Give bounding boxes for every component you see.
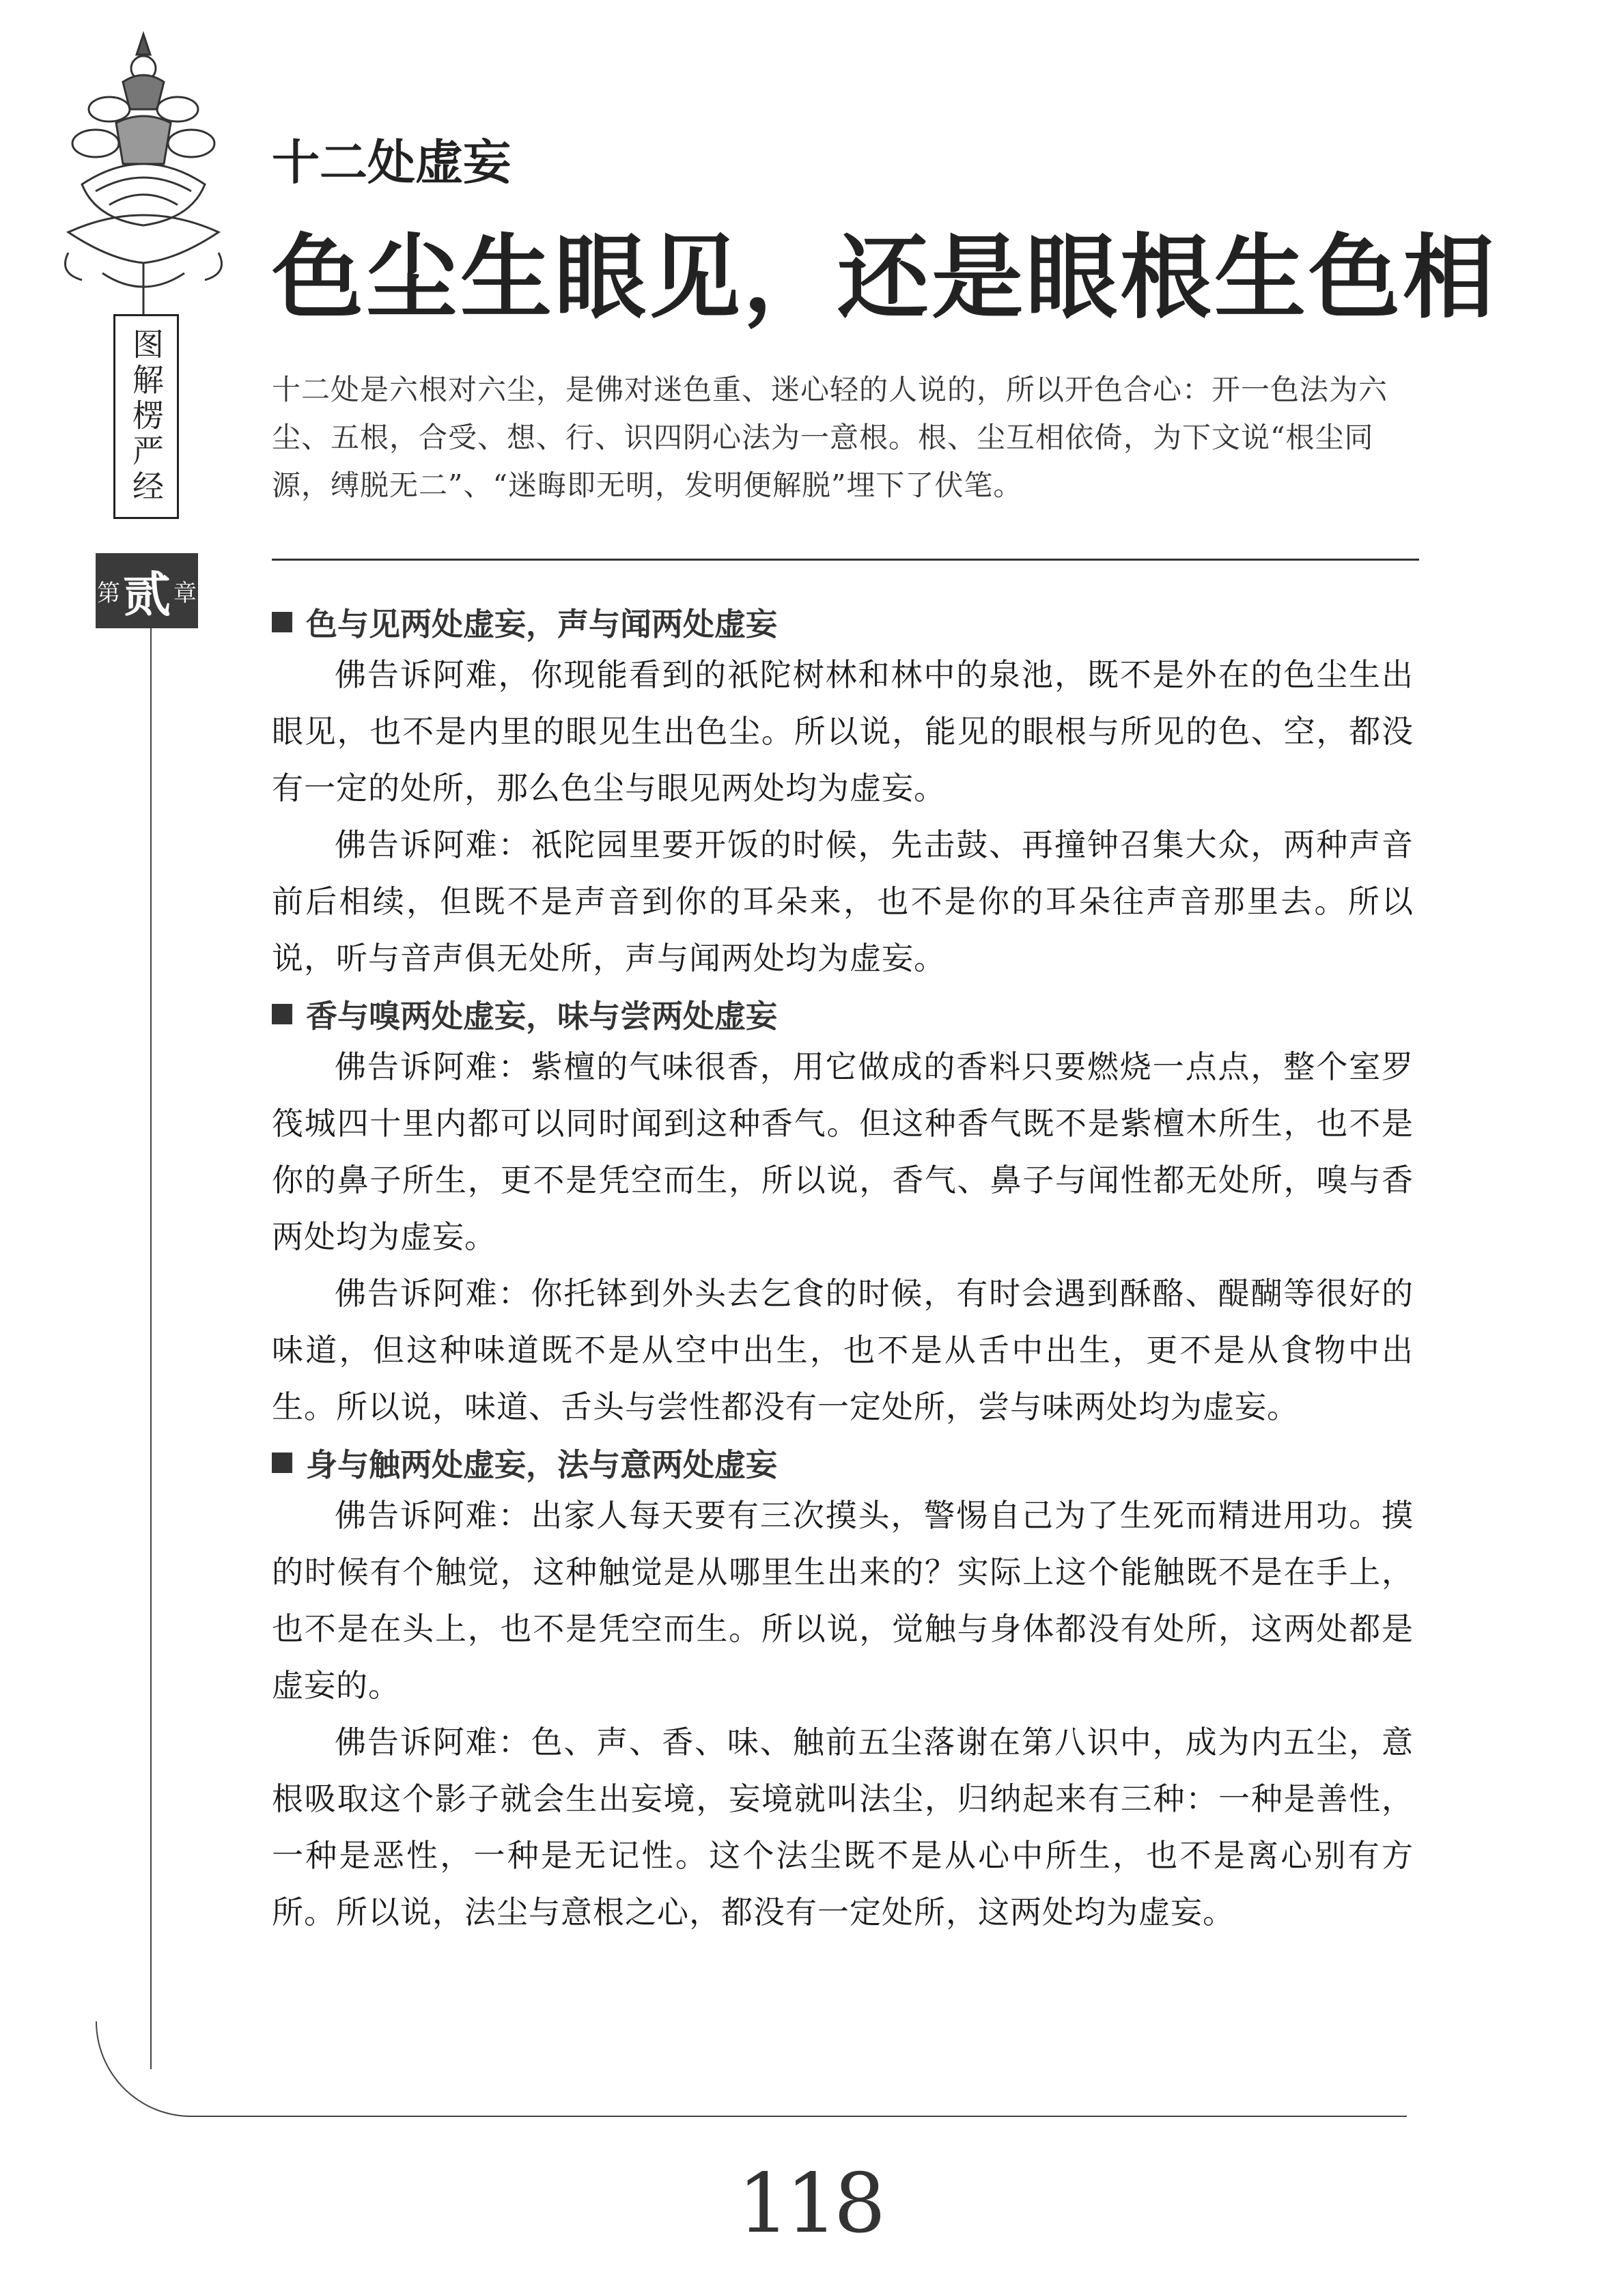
body-paragraph: 佛告诉阿难，你现能看到的祇陀树林和林中的泉池，既不是外在的色尘生出眼见，也不是内里的眼见生出色尘。所以说，能见的眼根与所见的色、空，都没有一定的处所，那么色尘与眼见两处均为虚妄。: [272, 656, 1414, 807]
book-title-label: [113, 314, 179, 519]
footer-rule: [219, 2116, 1407, 2117]
section-heading-text: 身与触两处虚妄，法与意两处虚妄: [306, 1446, 777, 1483]
sidebar-rule: [150, 628, 152, 2069]
square-bullet-icon: [272, 1004, 292, 1024]
body-paragraph: 佛告诉阿难：祇陀园里要开饭的时候，先击鼓、再撞钟召集大众，两种声音前后相续，但既不是声音到你的耳朵来，也不是你的耳朵往声音那里去。所以说，听与音声俱无处所，声与闻两处均为虚妄。: [272, 826, 1414, 977]
chapter-suffix: 章: [173, 579, 197, 607]
body-paragraph: 佛告诉阿难：紫檀的气味很香，用它做成的香料只要燃烧一点点，整个室罗筏城四十里内都可以同时闻到这种香气。但这种香气既不是紫檀木所生，也不是你的鼻子所生，更不是凭空而生，所以说，香气、鼻子与闻性都无处所，嗅与香两处均为虚妄。: [272, 1048, 1414, 1255]
section-heading-text: 香与嗅两处虚妄，味与尝两处虚妄: [306, 998, 777, 1035]
square-bullet-icon: [272, 612, 292, 632]
body-paragraph: 佛告诉阿难：你托钵到外头去乞食的时候，有时会遇到酥酪、醍醐等很好的味道，但这种味道既不是从空中出生，也不是从舌中出生，更不是从食物中出生。所以说，味道、舌头与尝性都没有一定处所，尝与味两处均为虚妄。: [272, 1275, 1414, 1425]
intro-divider: [272, 559, 1419, 561]
chapter-tab: [96, 553, 198, 628]
chapter-number: 贰: [123, 566, 171, 623]
page-number: 118: [738, 2157, 882, 2252]
sidebar: [55, 27, 232, 2131]
body-paragraph: 佛告诉阿难：出家人每天要有三次摸头，警惕自己为了生死而精进用功。摸的时候有个触觉，这种触觉是从哪里生出来的？实际上这个能触既不是在手上，也不是在头上，也不是凭空而生。所以说，觉触与身体都没有处所，这两处都是虚妄的。: [272, 1497, 1414, 1704]
lotus-vajra-ornament-icon: [55, 27, 232, 314]
main-content: [272, 598, 1414, 1941]
section-heading: [272, 598, 1414, 647]
page-title: 色尘生眼见，还是眼根生色相: [272, 225, 1498, 331]
chapter-prefix: 第: [97, 579, 120, 607]
square-bullet-icon: [272, 1453, 292, 1473]
section-heading-text: 色与见两处虚妄，声与闻两处虚妄: [306, 606, 777, 643]
book-title: 图解楞严经: [128, 328, 165, 505]
intro-paragraph: 十二处是六根对六尘，是佛对迷色重、迷心轻的人说的，所以开色合心：开一色法为六尘、五根，合受、想、行、识四阴心法为一意根。根、尘互相依倚，为下文说“根尘同源，缚脱无二”、“迷晦即无明，发明便解脱”埋下了伏笔。: [272, 373, 1388, 502]
section-subtitle: 十二处虚妄: [272, 135, 511, 191]
section-heading: [272, 1438, 1414, 1487]
body-paragraph: 佛告诉阿难：色、声、香、味、触前五尘落谢在第八识中，成为内五尘，意根吸取这个影子就会生出妄境，妄境就叫法尘，归纳起来有三种：一种是善性，一种是恶性，一种是无记性。这个法尘既不是从心中所生，也不是离心别有方所。所以说，法尘与意根之心，都没有一定处所，这两处均为虚妄。: [272, 1724, 1414, 1931]
section-heading: [272, 990, 1414, 1039]
